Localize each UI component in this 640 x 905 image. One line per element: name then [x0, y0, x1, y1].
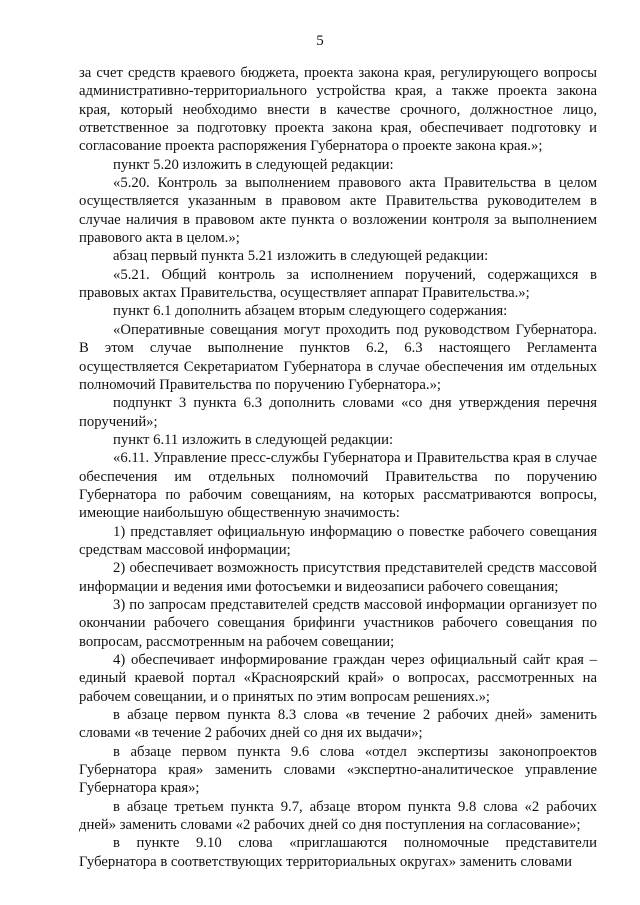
paragraph: «5.21. Общий контроль за исполнением поручений, содержащихся в правовых актах Правительства, осуществляет аппарат Правительства.»; — [79, 266, 597, 302]
document-body — [79, 64, 597, 871]
list-item: 3) по запросам представителей средств массовой информации организует по окончании рабочего совещания брифинги участников рабочего совещания по вопросам, рассмотренным на рабочем совещании; — [79, 596, 597, 650]
paragraph: пункт 5.20 изложить в следующей редакции: — [113, 156, 394, 173]
paragraph-continuation: за счет средств краевого бюджета, проекта закона края, регулирующего вопросы административно-территориального устройства края, а также проекта закона края, который необходимо внести в качестве срочного, должностное лицо, ответственное за подготовку проекта закона края, обеспечивает подготовку и согласование проекта распоряжения Губернатора о проекте закона края.»; — [79, 65, 597, 155]
paragraph: пункт 6.1 дополнить абзацем вторым следующего содержания: — [113, 303, 508, 320]
paragraph: абзац первый пункта 5.21 изложить в следующей редакции: — [113, 248, 489, 265]
paragraph: «Оперативные совещания могут проходить под руководством Губернатора. В этом случае выполнение пунктов 6.2, 6.3 настоящего Регламента осуществляется Секретариатом Губернатора в случае обеспечения им отдельных полномочий Правительства по поручению Губернатора.»; — [79, 321, 597, 393]
list-item: 2) обеспечивает возможность присутствия представителей средств массовой информации и ведения ими фотосъемки и видеозаписи рабочего совещания; — [79, 560, 597, 595]
list-item: 1) представляет официальную информацию о повестке рабочего совещания средствам массовой информации; — [79, 523, 597, 558]
list-item: 4) обеспечивает информирование граждан через официальный сайт края – единый краевой портал «Красноярский край» о вопросах, рассмотренных на рабочем совещании, и о принятых по этим вопросам решениях.»; — [79, 652, 597, 705]
paragraph: «6.11. Управление пресс-службы Губернатора и Правительства края в случае обеспечения им отдельных полномочий Правительства по поручению Губернатора по рабочим совещаниям, на которых рассматриваются вопросы, имеющие наибольшую общественную значимость: — [79, 450, 597, 522]
paragraph: пункт 6.11 изложить в следующей редакции: — [113, 431, 394, 448]
paragraph: в абзаце первом пункта 9.6 слова «отдел экспертизы законопроектов Губернатора края» заменить словами «экспертно-аналитическое управление Губернатора края»; — [79, 743, 597, 797]
paragraph: в абзаце третьем пункта 9.7, абзаце втором пункта 9.8 слова «2 рабочих дней» заменить словами «2 рабочих дней со дня поступления на согласование»; — [79, 798, 597, 834]
page-number: 5 — [316, 33, 324, 49]
paragraph: подпункт 3 пункта 6.3 дополнить словами «со дня утверждения перечня поручений»; — [79, 395, 597, 430]
paragraph: в абзаце первом пункта 8.3 слова «в течение 2 рабочих дней» заменить словами «в течение 2 рабочих дней со дня их выдачи»; — [79, 707, 597, 742]
paragraph: в пункте 9.10 слова «приглашаются полномочные представители Губернатора в соответствующих территориальных округах» заменить словами — [79, 835, 597, 870]
paragraph: «5.20. Контроль за выполнением правового акта Правительства в целом осуществляется указанным в правовом акте Правительства руководителем в случае наличия в правовом акте пункта о возложении контроля за выполнением правового акта в целом.»; — [79, 175, 597, 247]
